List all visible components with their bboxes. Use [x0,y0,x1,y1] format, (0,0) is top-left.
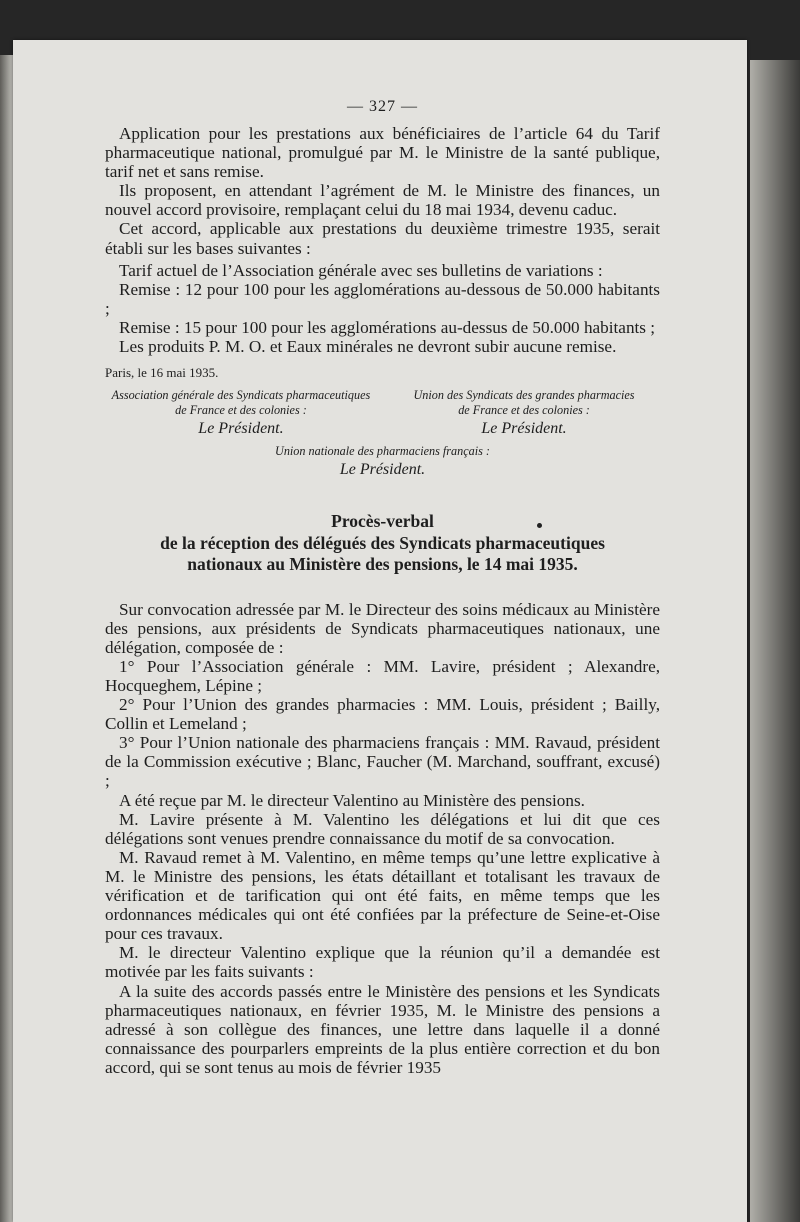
paragraph: Les produits P. M. O. et Eaux minérales ne devront subir aucune remise. [119,337,617,357]
signature-left [105,388,377,440]
page-number: — 327 — [347,98,418,115]
signature-org: de France et des colonies : [458,403,590,418]
paragraph: 1° Pour l’Association générale : MM. Lavire, président ; Alexandre, Hocqueghem, Lépine ; [105,656,660,695]
signature-title: Le Président. [339,461,426,479]
paragraph: Tarif actuel de l’Association générale avec ses bulletins de variations : [119,260,603,280]
left-page-edge [0,55,14,1222]
paragraph: M. Lavire présente à M. Valentino les délégations et lui dit que ces délégations sont venues prendre connaissance du motif de sa convocation. [105,809,660,848]
proces-verbal-title [105,511,660,576]
paragraph: Sur convocation adressée par M. le Directeur des soins médicaux au Ministère des pensions, aux présidents de Syndicats pharmaceutiques nationaux, une délégation, composée de : [105,599,660,657]
paragraph: A été reçue par M. le directeur Valentino au Ministère des pensions. [119,790,585,810]
signature-center [105,444,660,481]
paragraph: M. Ravaud remet à M. Valentino, en même temps qu’une lettre explicative à M. le Ministre des pensions, les états détaillant et totalisant les travaux de vérification et de tarification qui ont été faits, en même temps que les ordonnances médicales qui ont été confiées par la préfecture de Seine-et-Oise pour ces travaux. [105,847,660,944]
title-line: Procès-verbal [331,511,434,532]
signature-block [105,388,660,440]
date-line: Paris, le 16 mai 1935. [105,365,219,381]
signature-right [388,388,660,440]
signature-org: Union nationale des pharmaciens français : [275,444,490,459]
document-page [13,40,747,1222]
paragraph: 3° Pour l’Union nationale des pharmaciens français : MM. Ravaud, président de la Commission exécutive ; Blanc, Faucher (M. Marchand, souffrant, excusé) ; [105,733,660,791]
title-line: de la réception des délégués des Syndicats pharmaceutiques [160,532,605,553]
signature-org: de France et des colonies : [175,403,307,418]
paragraph: Remise : 12 pour 100 pour les agglomérations au-dessous de 50.000 habitants ; [105,279,660,318]
signature-org: Union des Syndicats des grandes pharmacies [413,388,635,403]
page-content [105,98,660,1077]
paragraph: M. le directeur Valentino explique que la réunion qu’il a demandée est motivée par les faits suivants : [105,943,660,982]
signature-title: Le Président. [198,420,284,438]
paragraph: A la suite des accords passés entre le Ministère des pensions et les Syndicats pharmaceutiques nationaux, en février 1935, M. le Ministre des pensions a adressé à son collègue des finances, une lettre dans laquelle il a donné connaissance des pourparlers empreints de la plus entière correction et du bon accord, qui se sont tenus au mois de février 1935 [105,981,660,1077]
signature-org: Association générale des Syndicats pharmaceutiques [111,388,371,403]
paragraph: Ils proposent, en attendant l’agrément de M. le Ministre des finances, un nouvel accord provisoire, remplaçant celui du 18 mai 1934, devenu caduc. [105,181,660,220]
title-line: nationaux au Ministère des pensions, le 14 mai 1935. [187,554,578,575]
paragraph: 2° Pour l’Union des grandes pharmacies : MM. Louis, président ; Bailly, Collin et Lemeland ; [105,695,660,734]
right-page-edge [750,60,800,1222]
paragraph: Application pour les prestations aux bénéficiaires de l’article 64 du Tarif pharmaceutique national, promulgué par M. le Ministre de la santé publique, tarif net et sans remise. [105,124,660,182]
signature-title: Le Président. [481,420,567,438]
paragraph: Remise : 15 pour 100 pour les agglomérations au-dessus de 50.000 habitants ; [119,317,656,337]
paragraph: Cet accord, applicable aux prestations du deuxième trimestre 1935, serait établi sur les bases suivantes : [105,219,660,258]
